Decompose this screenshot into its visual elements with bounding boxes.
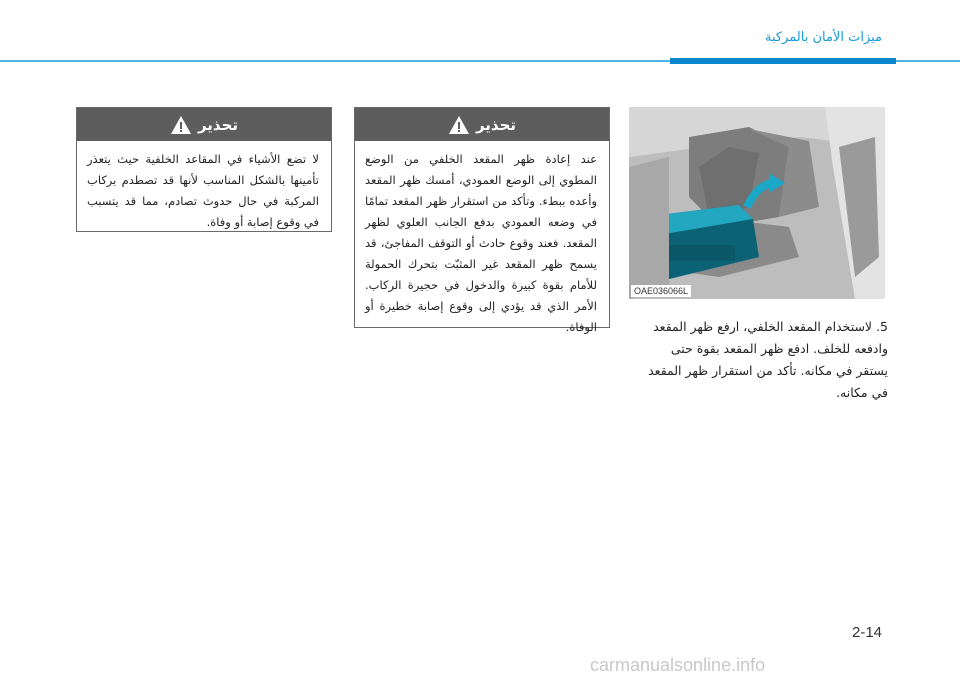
watermark: carmanualsonline.info	[590, 655, 766, 675]
step-text: لاستخدام المقعد الخلفي، ارفع ظهر المقعد وادفعه للخلف. ادفع ظهر المقعد بقوة حتى يستقر في مكانه. تأكد من استقرار ظهر المقعد في مكانه.	[648, 319, 888, 400]
page-number: 2-14	[852, 624, 883, 641]
warning-heading: تحذير	[197, 115, 239, 134]
header-rule-accent	[670, 58, 896, 64]
warning-heading: تحذير	[475, 115, 517, 134]
warning-header	[355, 108, 609, 141]
section-title: ميزات الأمان بالمركبة	[765, 30, 882, 45]
warning-triangle-icon	[170, 115, 192, 135]
warning-triangle-icon	[448, 115, 470, 135]
warning-body: لا تضع الأشياء في المقاعد الخلفية حيث يتعذر تأمينها بالشكل المناسب لأنها قد تصطدم بركاب المركبة في حال حدوث تصادم، مما قد يتسبب في وقوع إصابة أو وفاة.	[87, 152, 319, 229]
step-instruction	[638, 316, 888, 404]
step-number: 5.	[876, 319, 888, 334]
figure-caption: OAE036066L	[631, 285, 691, 297]
warning-header	[77, 108, 331, 141]
seat-drawing	[629, 107, 885, 299]
warning-box-seatback	[354, 107, 610, 334]
rear-seat-illustration	[629, 107, 885, 299]
warning-box-cargo	[76, 107, 332, 232]
warning-body: عند إعادة ظهر المقعد الخلفي من الوضع المطوي إلى الوضع العمودي، أمسك ظهر المقعد وأعده ببطء. وتأكد من استقرار ظهر المقعد تمامًا في وضعه العمودي بدفع الجانب العلوي لظهر المقعد. فعند وقوع حادث أو التوقف المفاجئ، قد يسمح ظهر المقعد غير المثبّت بتحرك الحمولة للأمام بقوة كبيرة والدخول في حجيرة الركاب. الأمر الذي قد يؤدي إلى وقوع إصابة خطيرة أو الوفاة.	[365, 152, 597, 334]
